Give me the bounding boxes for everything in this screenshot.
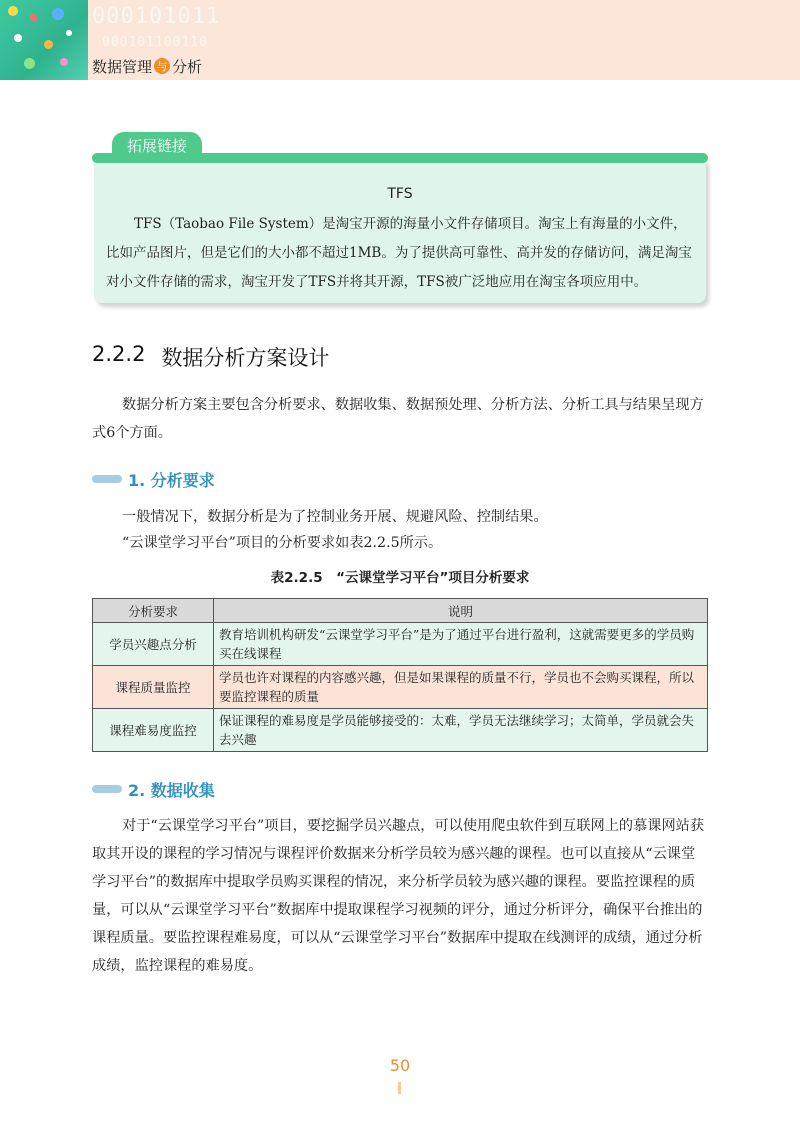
- section-title: 数据分析方案设计: [161, 346, 330, 370]
- sub2-paragraph: 对于“云课堂学习平台”项目，要挖掘学员兴趣点，可以使用爬虫软件到互联网上的慕课网站获取其开设的课程的学习情况与课程评价数据来分析学员较为感兴趣的课程。也可以直接从“云课堂学习平台”的数据库中提取学员购买课程的情况，来分析学员较为感兴趣的课程。要监控课程的质量，可以从“云课堂学习平台”数据库中提取课程学习视频的评分，通过分析评分，确保平台推出的课程质量。要监控课程难易度，可以从“云课堂学习平台”数据库中提取在线测评的成绩，通过分析成绩，监控课程的难易度。: [92, 818, 705, 974]
- book-title-part2: 分析: [172, 57, 203, 76]
- table-row: [93, 666, 708, 709]
- extension-title: TFS: [387, 186, 413, 202]
- page-number: 50: [389, 1056, 411, 1075]
- page-header: [0, 0, 800, 80]
- heading-bar-icon: [92, 475, 122, 483]
- table-caption: 表2.2.5 “云课堂学习平台”项目分析要求: [270, 570, 530, 586]
- section-number: 2.2.2: [92, 342, 146, 366]
- extension-text: TFS（Taobao File System）是淘宝开源的海量小文件存储项目。淘宝上有海量的小文件，比如产品图片，但是它们的大小都不超过1MB。为了提供高可靠性、高并发的存储访问，满足淘宝对小文件存储的需求，淘宝开发了TFS并将其开源，TFS被广泛地应用在淘宝各项应用中。: [106, 216, 692, 290]
- table-cell-label: 学员兴趣点分析: [93, 623, 214, 666]
- extension-tab: 拓展链接: [112, 132, 202, 158]
- table-header: 说明: [214, 599, 708, 623]
- heading-bar-icon: [92, 785, 122, 793]
- book-title: [92, 54, 202, 78]
- table-row: [93, 623, 708, 666]
- subheading-data-collection: 2. 数据收集: [92, 777, 215, 801]
- requirements-table: [92, 598, 708, 752]
- book-title-part1: 数据管理: [92, 57, 153, 76]
- table-cell-desc: 保证课程的难易度是学员能够接受的：太难，学员无法继续学习；太简单，学员就会失去兴趣: [214, 709, 708, 752]
- book-title-connector: 与: [154, 58, 170, 74]
- section-intro: 数据分析方案主要包含分析要求、数据收集、数据预处理、分析方法、分析工具与结果呈现方式6个方面。: [92, 397, 704, 441]
- table-header: 分析要求: [93, 599, 214, 623]
- header-illustration: [0, 0, 88, 80]
- table-cell-desc: 学员也许对课程的内容感兴趣，但是如果课程的质量不行，学员也不会购买课程，所以要监控课程的质量: [214, 666, 708, 709]
- table-cell-label: 课程质量监控: [93, 666, 214, 709]
- sub1-line1: 一般情况下，数据分析是为了控制业务开展、规避风险、控制结果。: [122, 509, 548, 525]
- table-row: [93, 709, 708, 752]
- table-cell-desc: 教育培训机构研发“云课堂学习平台”是为了通过平台进行盈利，这就需要更多的学员购买在线课程: [214, 623, 708, 666]
- sub1-line2: “云课堂学习平台”项目的分析要求如表2.2.5所示。: [122, 535, 443, 551]
- binary-decoration: 000101011 000101100110: [92, 4, 221, 50]
- table-header-row: [93, 599, 708, 623]
- section-heading: [92, 342, 329, 372]
- page-marker: [398, 1082, 401, 1094]
- table-cell-label: 课程难易度监控: [93, 709, 214, 752]
- subheading-analysis-requirements: 1. 分析要求: [92, 467, 215, 491]
